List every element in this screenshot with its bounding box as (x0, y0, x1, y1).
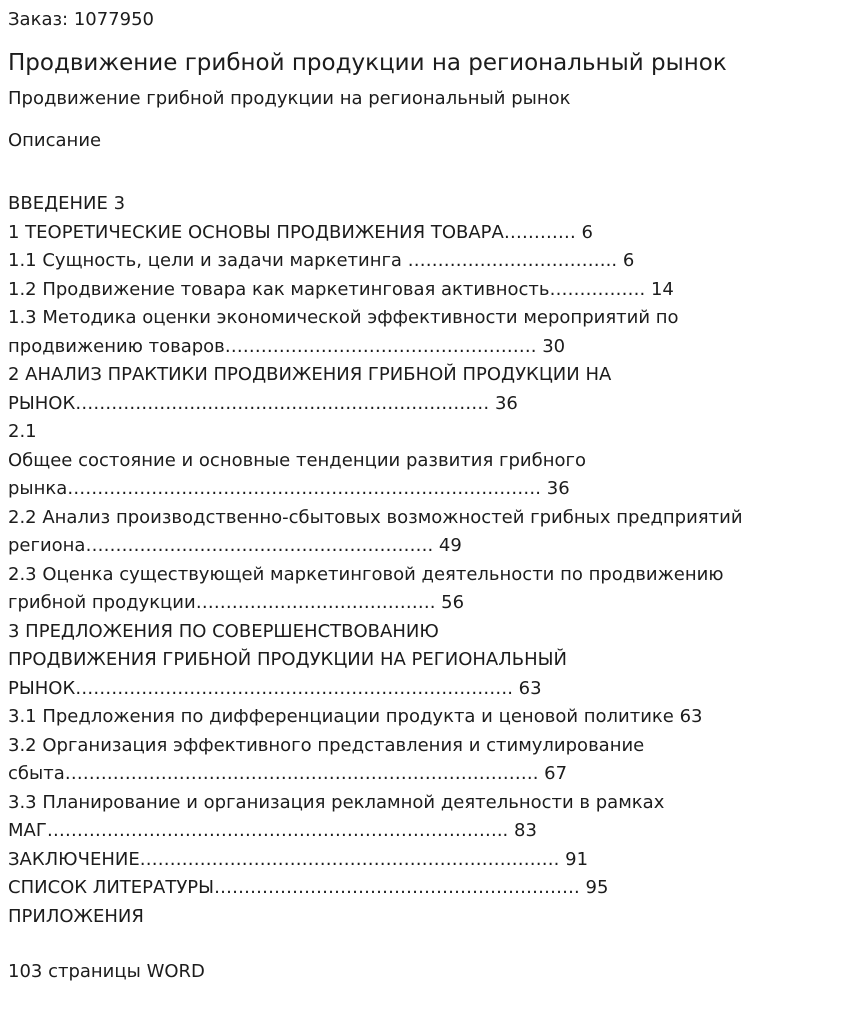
toc-line: 1.1 Сущность, цели и задачи маркетинга …………………………….. 6 (8, 250, 635, 271)
toc-line: сбыта……………………………………………………………………. 67 (8, 763, 568, 784)
page-subtitle: Продвижение грибной продукции на региональный рынок (8, 88, 571, 109)
toc-line: Общее состояние и основные тенденции развития грибного (8, 449, 586, 471)
page-count: 103 страницы WORD (8, 961, 205, 982)
toc-line: РЫНОК………………………………………………………………. 63 (8, 677, 542, 699)
toc-line: 3.3 Планирование и организация рекламной деятельности в рамках (8, 791, 665, 813)
toc-line: ЗАКЛЮЧЕНИЕ……………………………………………………………. 91 (8, 848, 589, 870)
toc-line: РЫНОК…………………………………………………………… 36 (8, 392, 518, 414)
toc-line: ПРИЛОЖЕНИЯ (8, 905, 144, 927)
table-of-contents (8, 190, 838, 931)
toc-line: 3.2 Организация эффективного представления и стимулирование (8, 734, 645, 756)
toc-line: 3 ПРЕДЛОЖЕНИЯ ПО СОВЕРШЕНСТВОВАНИЮ (8, 620, 439, 642)
toc-line: СПИСОК ЛИТЕРАТУРЫ……………………………………………………. 95 (8, 877, 609, 898)
toc-line: 1.3 Методика оценки экономической эффективности мероприятий по (8, 307, 679, 328)
toc-line: рынка……………………………………………………………………. 36 (8, 478, 570, 499)
description-heading: Описание (8, 130, 102, 151)
toc-line: 1 ТЕОРЕТИЧЕСКИЕ ОСНОВЫ ПРОДВИЖЕНИЯ ТОВАРА………… 6 (8, 221, 593, 243)
toc-line: 2 АНАЛИЗ ПРАКТИКИ ПРОДВИЖЕНИЯ ГРИБНОЙ ПРОДУКЦИИ НА (8, 364, 612, 385)
toc-line: ПРОДВИЖЕНИЯ ГРИБНОЙ ПРОДУКЦИИ НА РЕГИОНАЛЬНЫЙ (8, 649, 567, 670)
toc-line: 3.1 Предложения по дифференциации продукта и ценовой политике 63 (8, 706, 703, 727)
order-number: Заказ: 1077950 (8, 9, 154, 30)
toc-line: региона…………………………………………………. 49 (8, 535, 462, 556)
toc-line: ВВЕДЕНИЕ 3 (8, 193, 126, 214)
toc-line: 2.3 Оценка существующей маркетинговой деятельности по продвижению (8, 563, 724, 585)
toc-line: грибной продукции…………………………………. 56 (8, 592, 465, 613)
toc-line: МАГ………………………………………………………………….. 83 (8, 820, 537, 841)
toc-line: 2.1 (8, 421, 37, 442)
page-title: Продвижение грибной продукции на региональный рынок (8, 50, 727, 76)
toc-line: 2.2 Анализ производственно-сбытовых возможностей грибных предприятий (8, 506, 743, 528)
toc-line: продвижению товаров……………………………………………. 30 (8, 335, 566, 357)
toc-line: 1.2 Продвижение товара как маркетинговая активность……………. 14 (8, 278, 674, 300)
